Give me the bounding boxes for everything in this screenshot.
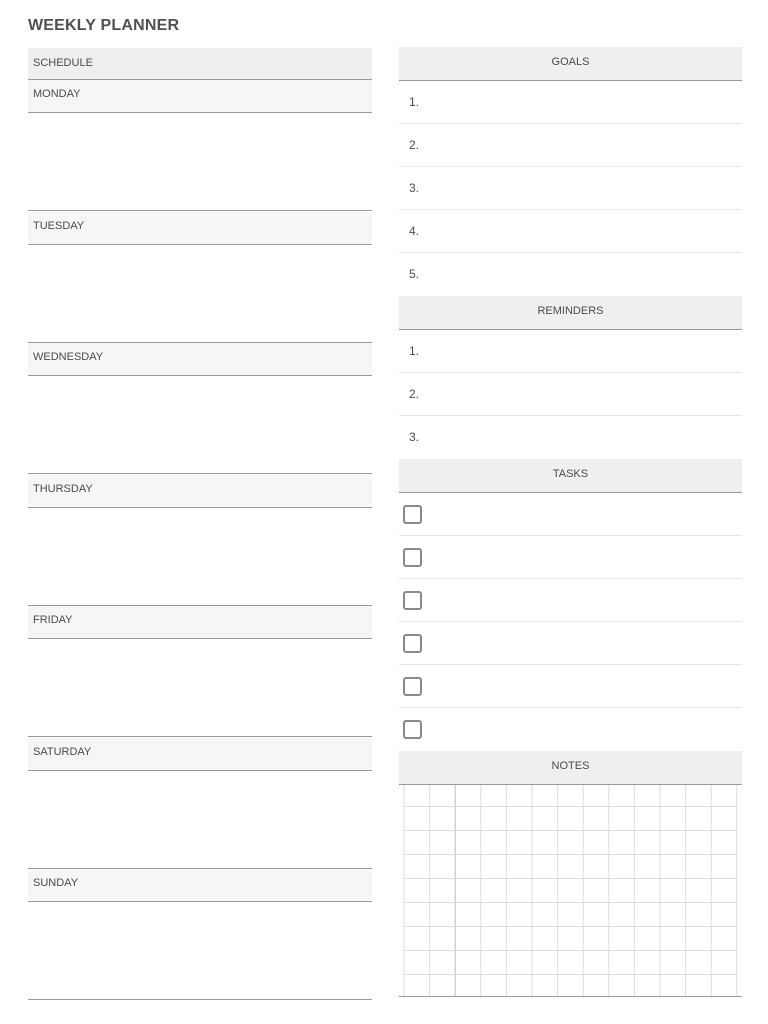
day-label: TUESDAY	[28, 212, 372, 245]
day-writing-area[interactable]	[28, 376, 372, 474]
schedule-column	[28, 48, 372, 1001]
notes-grid[interactable]	[399, 785, 742, 997]
day-sunday	[28, 869, 372, 1001]
goals-header: GOALS	[399, 47, 742, 81]
day-label: WEDNESDAY	[28, 343, 372, 376]
schedule-header: SCHEDULE	[28, 48, 372, 80]
day-writing-area[interactable]	[28, 113, 372, 211]
checkbox[interactable]	[403, 634, 422, 653]
goal-item[interactable]: 4.	[399, 210, 742, 253]
reminder-item[interactable]: 1.	[399, 330, 742, 373]
reminders-header: REMINDERS	[399, 296, 742, 330]
day-writing-area[interactable]	[28, 771, 372, 869]
checkbox[interactable]	[403, 677, 422, 696]
notes-header: NOTES	[399, 751, 742, 785]
day-label: FRIDAY	[28, 606, 372, 639]
day-label: SUNDAY	[28, 869, 372, 902]
day-label: THURSDAY	[28, 475, 372, 508]
page-title: WEEKLY PLANNER	[28, 17, 180, 34]
goal-item[interactable]: 3.	[399, 167, 742, 210]
day-tuesday	[28, 212, 372, 344]
day-thursday	[28, 475, 372, 607]
day-writing-area[interactable]	[28, 639, 372, 737]
day-label: SATURDAY	[28, 738, 372, 771]
day-writing-area[interactable]	[28, 902, 372, 1000]
day-label: MONDAY	[28, 80, 372, 113]
reminder-item[interactable]: 3.	[409, 430, 420, 444]
checkbox[interactable]	[403, 548, 422, 567]
goal-item[interactable]: 2.	[399, 124, 742, 167]
goal-item[interactable]: 5.	[409, 267, 420, 281]
task-item	[399, 665, 742, 708]
checkbox[interactable]	[403, 505, 422, 524]
day-writing-area[interactable]	[28, 245, 372, 343]
tasks-header: TASKS	[399, 459, 742, 493]
day-wednesday	[28, 343, 372, 475]
task-item	[399, 708, 742, 751]
checkbox[interactable]	[403, 591, 422, 610]
notes-grid-lines	[399, 785, 742, 996]
task-item	[399, 579, 742, 622]
goal-item[interactable]: 1.	[399, 81, 742, 124]
sidebar-column	[399, 47, 742, 997]
day-saturday	[28, 738, 372, 870]
task-item	[399, 622, 742, 665]
day-monday	[28, 80, 372, 212]
task-item	[399, 493, 742, 536]
checkbox[interactable]	[403, 720, 422, 739]
day-writing-area[interactable]	[28, 508, 372, 606]
day-friday	[28, 606, 372, 738]
task-item	[399, 536, 742, 579]
reminder-item[interactable]: 2.	[399, 373, 742, 416]
